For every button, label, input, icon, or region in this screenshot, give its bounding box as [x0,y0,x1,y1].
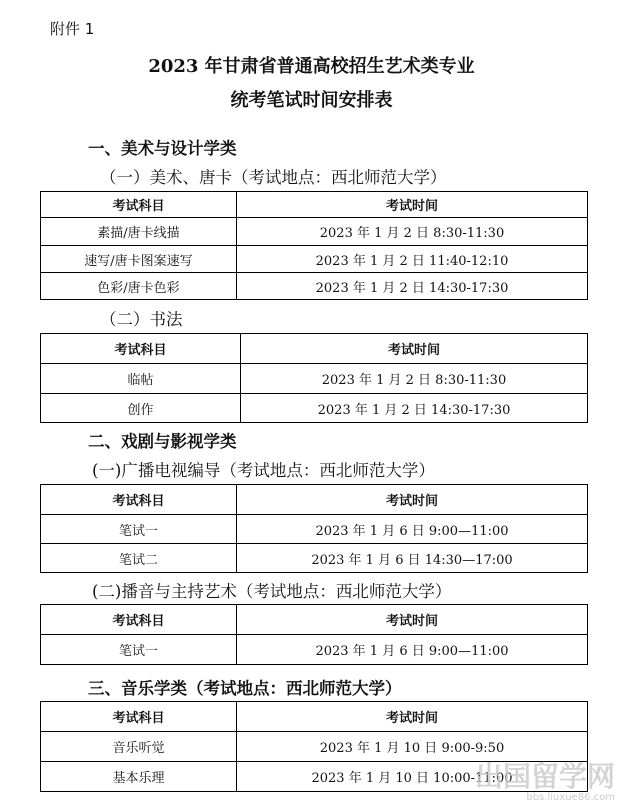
table-row [41,246,588,273]
time-cell: 2023 年 1 月 6 日 14:30—17:00 [237,544,588,573]
subject-cell: 笔试二 [41,544,237,573]
column-header-time: 考试时间 [237,702,588,732]
column-header-time: 考试时间 [241,334,588,364]
page-title-line1: 2023 年甘肃省普通高校招生艺术类专业 [148,56,475,77]
column-header-subject: 考试科目 [41,334,241,364]
subject-cell: 音乐听觉 [41,732,237,762]
schedule-table-announcing-hosting [40,604,588,665]
table-header-row [41,334,588,364]
column-header-time: 考试时间 [237,485,588,515]
attachment-label: 附件 1 [50,20,95,38]
section-heading-music: 三、音乐学类（考试地点：西北师范大学） [88,679,402,698]
column-header-time: 考试时间 [237,605,588,635]
table-row [41,364,588,394]
schedule-table-calligraphy [40,333,588,423]
table-header-row [41,485,588,515]
table-row [41,218,588,246]
table-row [41,394,588,423]
subsection-heading-announcing-hosting: (二)播音与主持艺术（考试地点：西北师范大学） [92,582,452,601]
subject-cell: 创作 [41,394,241,423]
watermark-brand: 出国留学网 [474,760,615,793]
table-row [41,273,588,300]
subject-cell: 素描/唐卡线描 [41,218,237,246]
column-header-subject: 考试科目 [41,485,237,515]
table-row [41,544,588,573]
section-heading-drama-film: 二、戏剧与影视学类 [88,432,237,451]
subject-cell: 笔试一 [41,635,237,665]
column-header-subject: 考试科目 [41,192,237,218]
subsection-heading-broadcast-directing: (一)广播电视编导（考试地点：西北师范大学） [92,461,435,480]
section-heading-fine-arts: 一、美术与设计学类 [88,139,237,158]
watermark-url: bbs.liuxue86.com [526,792,615,803]
table-row [41,635,588,665]
time-cell: 2023 年 1 月 10 日 9:00-9:50 [237,732,588,762]
subject-cell: 笔试一 [41,515,237,544]
time-cell: 2023 年 1 月 2 日 14:30-17:30 [237,273,588,300]
column-header-subject: 考试科目 [41,702,237,732]
table-header-row [41,702,588,732]
subsection-heading-calligraphy: （二）书法 [100,310,183,329]
time-cell: 2023 年 1 月 6 日 9:00—11:00 [237,635,588,665]
time-cell: 2023 年 1 月 10 日 10:00-11:00 [237,762,588,792]
subject-cell: 速写/唐卡图案速写 [41,246,237,273]
subsection-heading-art-tangka: （一）美术、唐卡（考试地点：西北师范大学） [100,168,447,187]
subject-cell: 色彩/唐卡色彩 [41,273,237,300]
table-header-row [41,605,588,635]
watermark [474,760,615,803]
time-cell: 2023 年 1 月 6 日 9:00—11:00 [237,515,588,544]
schedule-table-broadcast-directing [40,484,588,573]
column-header-subject: 考试科目 [41,605,237,635]
table-header-row [41,192,588,218]
schedule-table-art [40,191,588,300]
page-title-line2: 统考笔试时间安排表 [230,90,393,111]
table-row [41,732,588,762]
time-cell: 2023 年 1 月 2 日 11:40-12:10 [237,246,588,273]
time-cell: 2023 年 1 月 2 日 8:30-11:30 [237,218,588,246]
time-cell: 2023 年 1 月 2 日 8:30-11:30 [241,364,588,394]
table-row [41,515,588,544]
time-cell: 2023 年 1 月 2 日 14:30-17:30 [241,394,588,423]
subject-cell: 基本乐理 [41,762,237,792]
subject-cell: 临帖 [41,364,241,394]
column-header-time: 考试时间 [237,192,588,218]
